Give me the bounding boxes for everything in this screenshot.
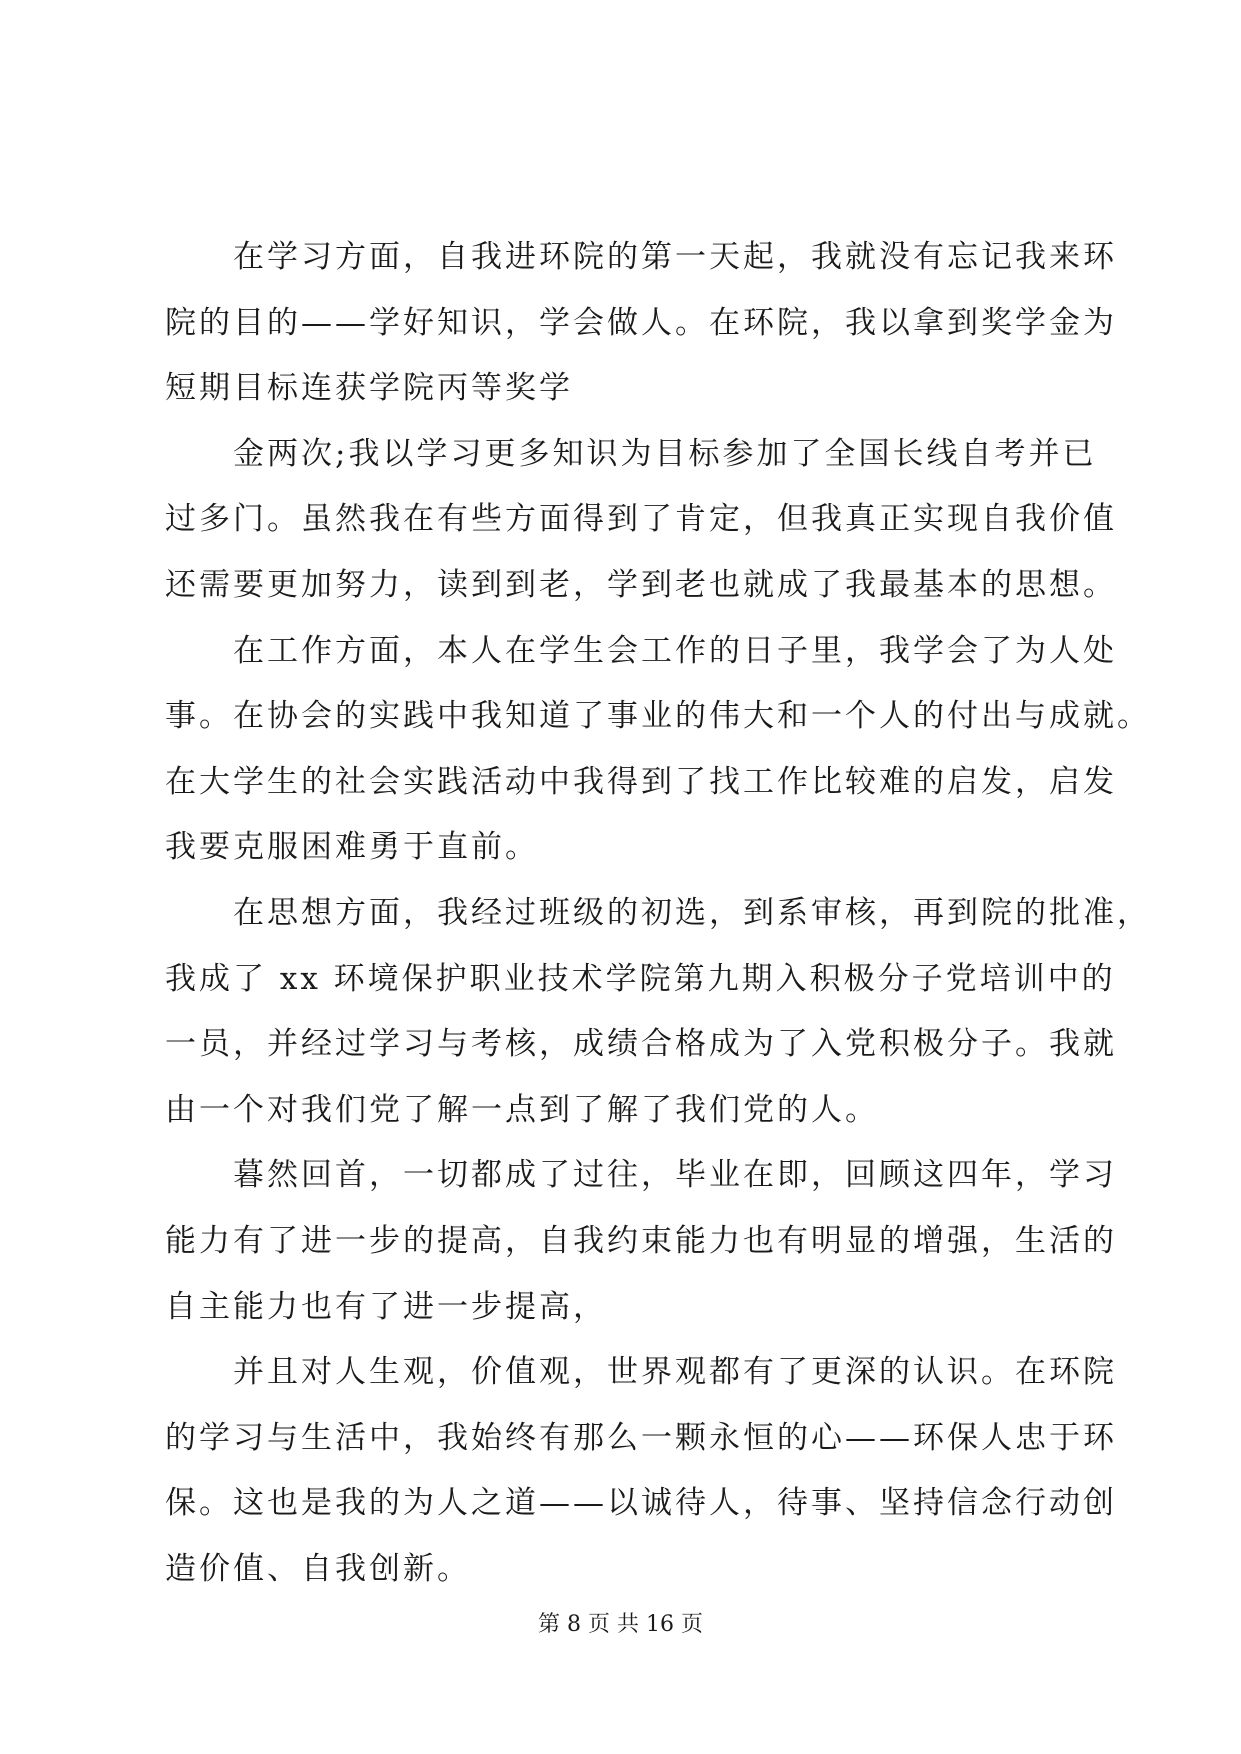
paragraph-line: 院的目的——学好知识，学会做人。在环院，我以拿到奖学金为 <box>165 304 1117 341</box>
paragraph-line: 在大学生的社会实践活动中我得到了找工作比较难的启发，启发 <box>165 763 1117 800</box>
paragraph-line: 自主能力也有了进一步提高， <box>165 1288 607 1325</box>
paragraph-line: 我成了 xx 环境保护职业技术学院第九期入积极分子党培训中的 <box>165 960 1116 997</box>
paragraph-line: 事。在协会的实践中我知道了事业的伟大和一个人的付出与成就。 <box>165 698 1151 735</box>
paragraph-line: 金两次;我以学习更多知识为目标参加了全国长线自考并已 <box>233 435 1097 472</box>
paragraph-line: 由一个对我们党了解一点到了解了我们党的人。 <box>165 1091 879 1128</box>
paragraph-line: 造价值、自我创新。 <box>165 1550 471 1587</box>
paragraph-line: 暮然回首，一切都成了过往，毕业在即，回顾这四年，学习 <box>233 1157 1117 1194</box>
page-number-footer: 第 8 页 共 16 页 <box>538 1612 703 1637</box>
paragraph-line: 在学习方面，自我进环院的第一天起，我就没有忘记我来环 <box>233 239 1117 275</box>
paragraph-line: 在思想方面，我经过班级的初选，到系审核，再到院的批准， <box>233 894 1151 931</box>
paragraph-line: 短期目标连获学院丙等奖学 <box>165 370 573 407</box>
paragraph-line: 的学习与生活中，我始终有那么一颗永恒的心——环保人忠于环 <box>165 1419 1117 1456</box>
paragraph-line: 保。这也是我的为人之道——以诚待人，待事、坚持信念行动创 <box>165 1485 1117 1522</box>
paragraph-line: 能力有了进一步的提高，自我约束能力也有明显的增强，生活的 <box>165 1222 1117 1259</box>
paragraph-line: 还需要更加努力，读到到老，学到老也就成了我最基本的思想。 <box>165 566 1117 603</box>
paragraph-line: 一员，并经过学习与考核，成绩合格成为了入党积极分子。我就 <box>165 1026 1117 1063</box>
paragraph-line: 在工作方面，本人在学生会工作的日子里，我学会了为人处 <box>233 632 1117 669</box>
paragraph-line: 我要克服困难勇于直前。 <box>165 829 539 866</box>
paragraph-line: 过多门。虽然我在有些方面得到了肯定，但我真正实现自我价值 <box>165 501 1117 538</box>
document-body <box>165 225 1151 1602</box>
paragraph-line: 并且对人生观，价值观，世界观都有了更深的认识。在环院 <box>233 1354 1117 1391</box>
